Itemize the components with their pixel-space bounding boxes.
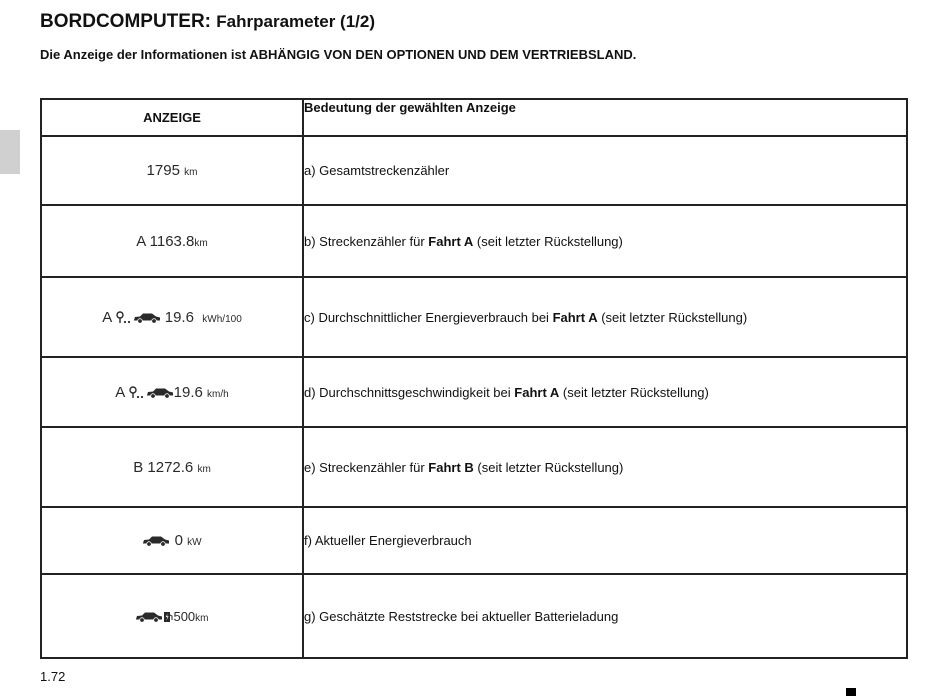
table-row [41, 136, 907, 205]
column-header-meaning: Bedeutung der gewählten Anzeige [303, 99, 907, 136]
car-icon [142, 535, 170, 547]
display-cell [41, 574, 303, 658]
description-cell [303, 277, 907, 357]
description-text-end: (seit letzter Rückstellung) [473, 459, 624, 475]
page-title-main: BORDCOMPUTER: [40, 11, 211, 32]
description-cell [303, 507, 907, 574]
display-cell [41, 205, 303, 277]
car-icon [133, 312, 161, 324]
description-cell [303, 427, 907, 507]
table-row [41, 277, 907, 357]
display-cell [41, 507, 303, 574]
description-bold: Fahrt A [514, 384, 560, 400]
description-text: b) Streckenzähler für [304, 233, 429, 249]
display-unit: km [195, 612, 209, 624]
display-unit: km [194, 237, 208, 249]
description-text-end: (seit letzter Rückstellung) [473, 233, 623, 249]
journey-dots-icon [116, 311, 133, 325]
page-number: 1.72 [40, 669, 66, 684]
description-text: d) Durchschnittsgeschwindigkeit bei [304, 384, 515, 400]
description-text: f) Aktueller Energieverbrauch [304, 533, 472, 548]
charging-station-icon [163, 611, 173, 623]
trip-prefix: A [115, 383, 125, 401]
page-subtitle: Die Anzeige der Informationen ist ABHÄNGIG VON DEN OPTIONEN UND DEM VERTRIEBSLAND. [40, 47, 637, 62]
display-value: 19.6 [173, 383, 203, 401]
column-header-display: ANZEIGE [41, 99, 303, 136]
car-icon [146, 387, 174, 399]
display-cell [41, 357, 303, 427]
trip-prefix: A [102, 308, 112, 326]
display-unit: kW [187, 537, 202, 548]
display-value: 1795 [146, 162, 180, 179]
trip-prefix: B [133, 458, 144, 476]
display-cell [41, 427, 303, 507]
display-value: 0 [174, 532, 183, 549]
table-row [41, 507, 907, 574]
table-row [41, 574, 907, 658]
display-unit: km/h [207, 388, 229, 400]
description-bold: Fahrt A [552, 309, 598, 325]
car-icon [135, 611, 163, 623]
description-text-end: (seit letzter Rückstellung) [559, 384, 709, 400]
display-cell [41, 136, 303, 205]
description-text-end: (seit letzter Rückstellung) [597, 309, 748, 325]
description-text: g) Geschätzte Reststrecke bei aktueller Batterieladung [304, 608, 619, 624]
display-value: 500 [173, 608, 196, 624]
description-text: e) Streckenzähler für [304, 459, 429, 475]
description-cell [303, 357, 907, 427]
trip-parameters-table [40, 98, 908, 659]
page-title-sub: Fahrparameter (1/2) [216, 12, 376, 31]
page-title [40, 11, 375, 33]
side-tab-marker [0, 130, 20, 174]
description-bold: Fahrt A [428, 233, 474, 249]
display-value: 19.6 [164, 308, 194, 326]
description-text: c) Durchschnittlicher Energieverbrauch bei [304, 309, 553, 325]
table-row [41, 205, 907, 277]
table-row [41, 357, 907, 427]
print-corner-mark [846, 688, 856, 696]
table-row [41, 427, 907, 507]
display-unit: kWh/100 [202, 313, 242, 325]
display-cell [41, 277, 303, 357]
display-value: 1272.6 [147, 458, 194, 476]
display-unit: km [197, 463, 211, 475]
description-text: a) Gesamtstreckenzähler [304, 163, 450, 178]
description-cell [303, 574, 907, 658]
display-value: 1163.8 [149, 232, 195, 250]
description-cell [303, 205, 907, 277]
trip-prefix: A [136, 232, 146, 250]
table-header-row [41, 99, 907, 136]
journey-dots-icon [129, 386, 146, 400]
description-cell [303, 136, 907, 205]
description-bold: Fahrt B [428, 459, 474, 475]
display-unit: km [184, 167, 198, 178]
